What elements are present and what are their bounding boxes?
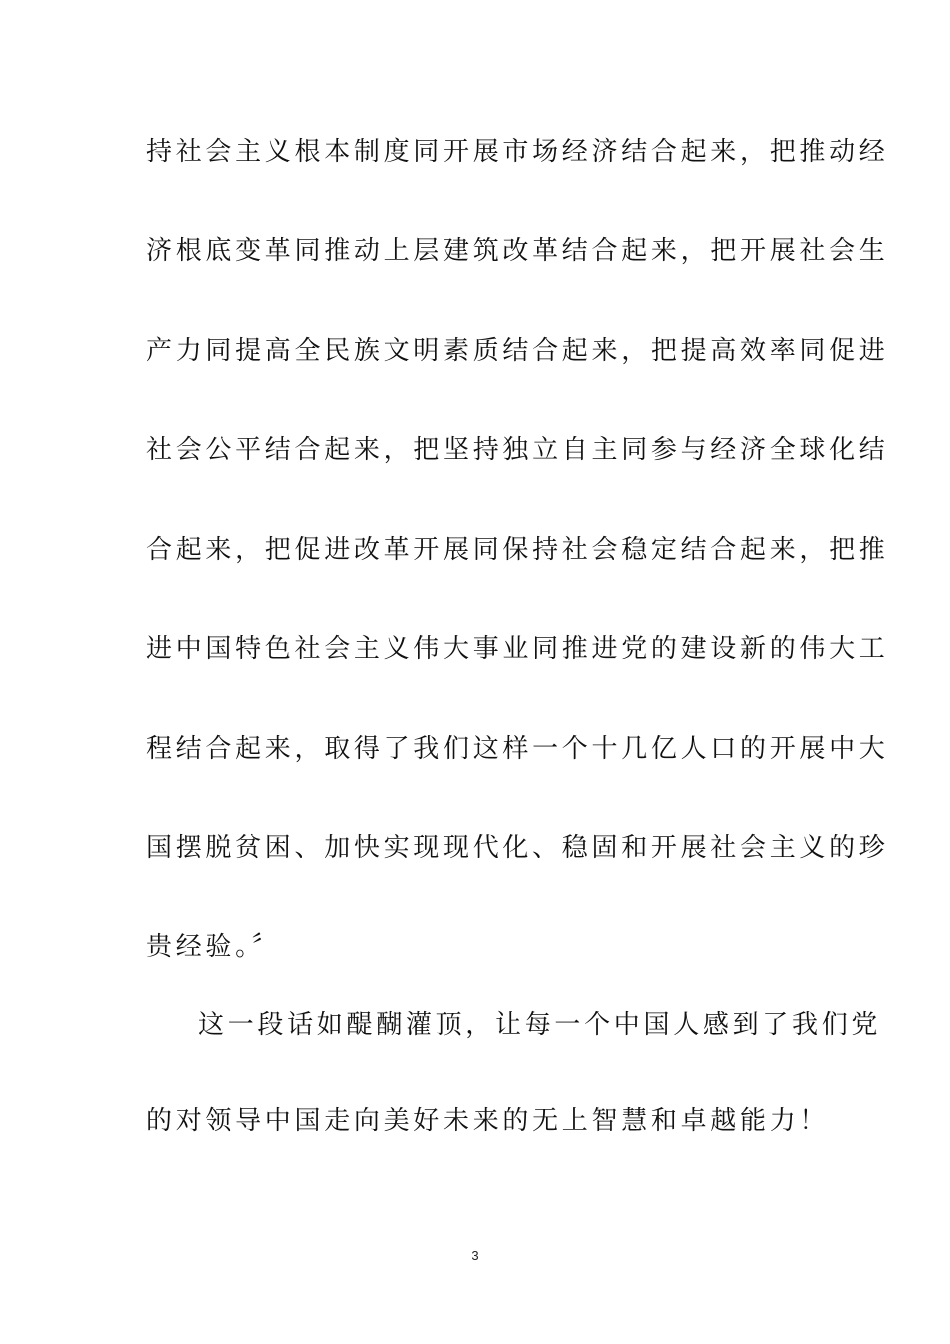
body-text-line: 贵经验。〞	[146, 932, 282, 962]
body-text-line: 济根底变革同推动上层建筑改革结合起来，把开展社会生	[146, 236, 889, 266]
body-text-line: 的对领导中国走向美好未来的无上智慧和卓越能力！	[146, 1106, 830, 1136]
body-text-line: 国摆脱贫困、加快实现现代化、稳固和开展社会主义的珍	[146, 833, 889, 863]
body-text-line: 持社会主义根本制度同开展市场经济结合起来，把推动经	[146, 137, 889, 167]
body-text-line: 社会公平结合起来，把坚持独立自主同参与经济全球化结	[146, 435, 889, 465]
page-number: 3	[471, 1248, 479, 1263]
body-text-line: 程结合起来，取得了我们这样一个十几亿人口的开展中大	[146, 734, 889, 764]
body-text-line: 产力同提高全民族文明素质结合起来，把提高效率同促进	[146, 336, 889, 366]
body-text-line: 进中国特色社会主义伟大事业同推进党的建设新的伟大工	[146, 634, 889, 664]
paragraph-first-line: 这一段话如醍醐灌顶，让每一个中国人感到了我们党	[198, 1010, 882, 1040]
body-text-line: 合起来，把促进改革开展同保持社会稳定结合起来，把推	[146, 535, 889, 565]
